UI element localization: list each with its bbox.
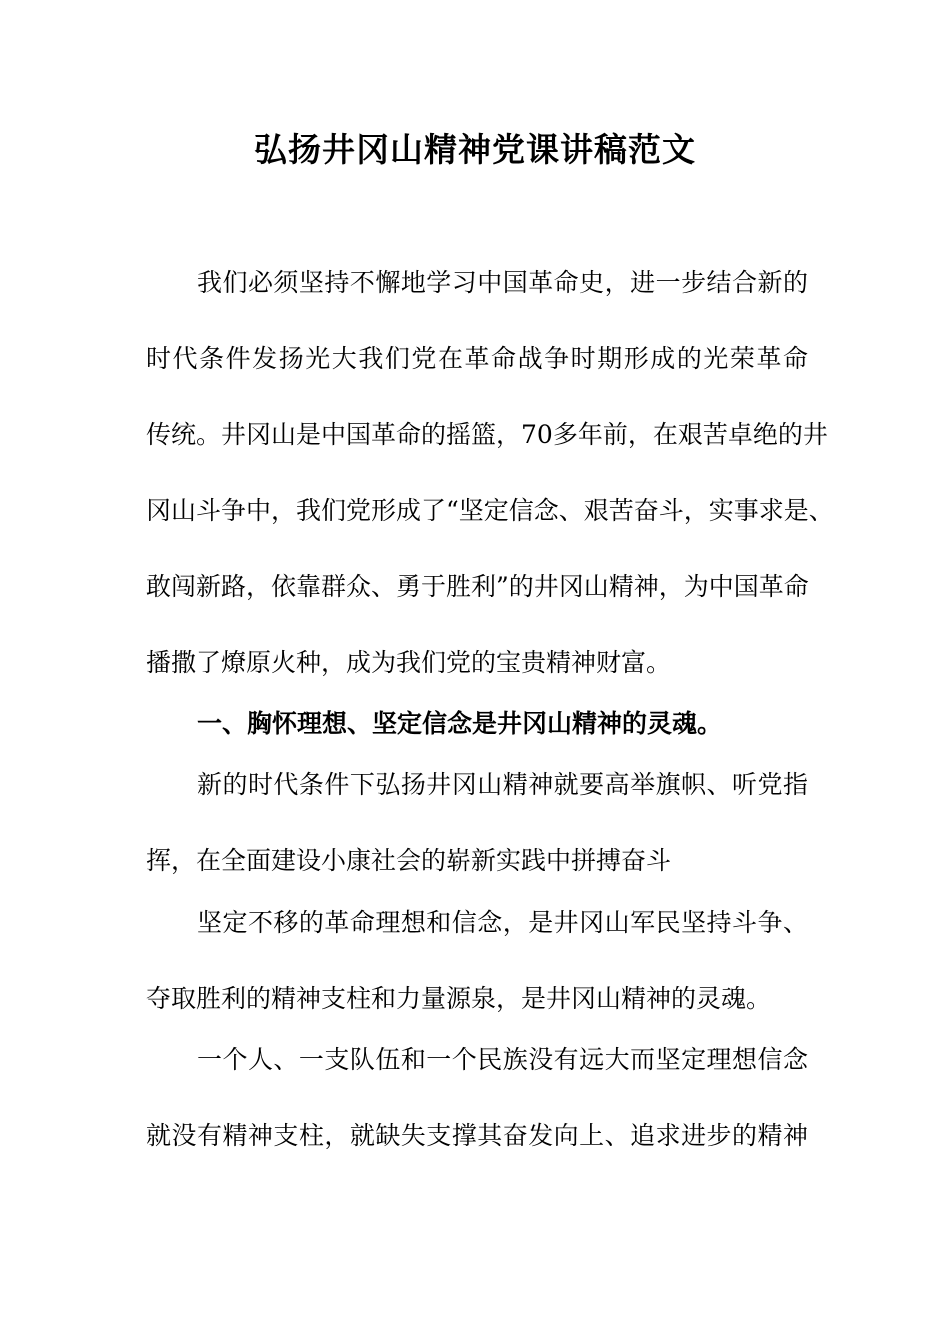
paragraph-line: 传统。井冈山是中国革命的摇篮，70多年前，在艰苦卓绝的井 [146, 420, 828, 449]
paragraph-line: 坚定不移的革命理想和信念，是井冈山军民坚持斗争、 [197, 908, 808, 937]
paragraph-line: 就没有精神支柱，就缺失支撑其奋发向上、追求进步的精神 [146, 1121, 808, 1150]
paragraph-line: 时代条件发扬光大我们党在革命战争时期形成的光荣革命 [146, 344, 808, 373]
paragraph-line: 新的时代条件下弘扬井冈山精神就要高举旗帜、听党指 [197, 770, 808, 799]
paragraph-line: 我们必须坚持不懈地学习中国革命史，进一步结合新的 [197, 268, 808, 297]
paragraph-line: 夺取胜利的精神支柱和力量源泉，是井冈山精神的灵魂。 [146, 984, 772, 1013]
paragraph-line: 冈山斗争中，我们党形成了“坚定信念、艰苦奋斗，实事求是、 [146, 496, 834, 525]
document-title: 弘扬井冈山精神党课讲稿范文 [254, 130, 696, 169]
paragraph-line: 播撒了燎原火种，成为我们党的宝贵精神财富。 [146, 648, 672, 677]
paragraph-line: 敢闯新路，依靠群众、勇于胜利”的井冈山精神，为中国革命 [146, 572, 809, 601]
paragraph-line: 挥，在全面建设小康社会的崭新实践中拼搏奋斗 [146, 846, 672, 875]
paragraph-line: 一个人、一支队伍和一个民族没有远大而坚定理想信念 [197, 1045, 808, 1074]
section-heading: 一、胸怀理想、坚定信念是井冈山精神的灵魂。 [197, 709, 723, 738]
